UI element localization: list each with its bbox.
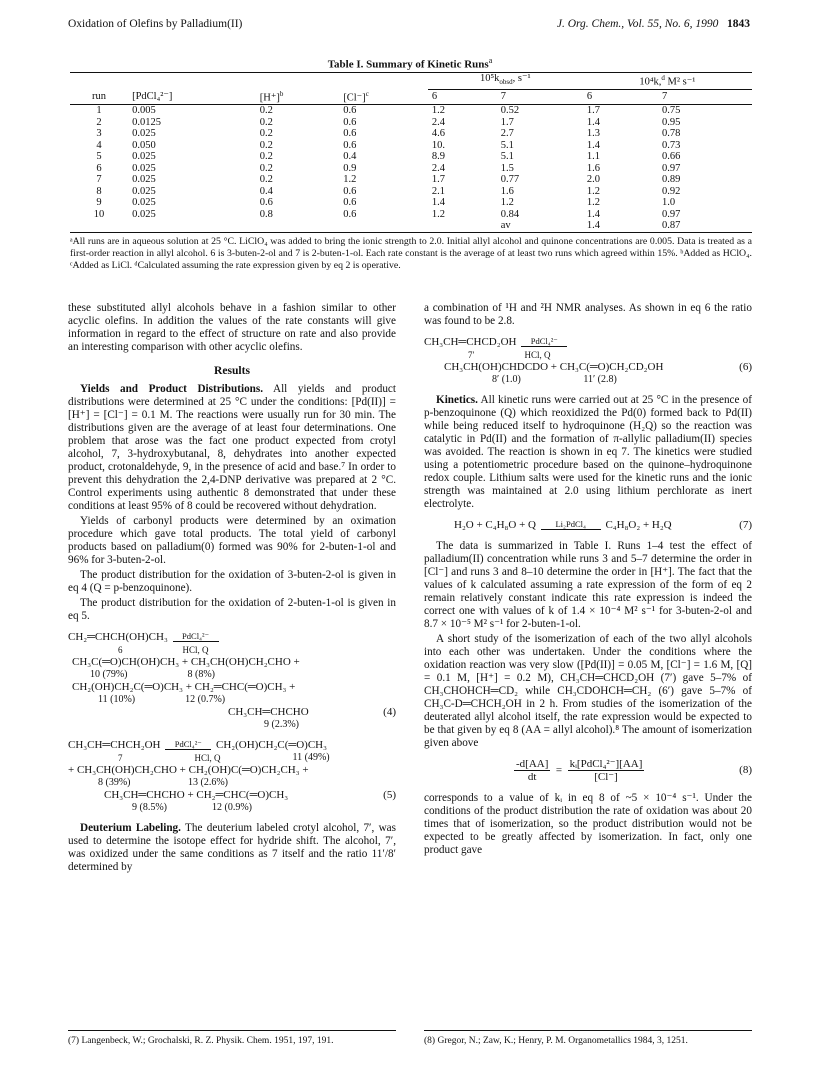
- table-row: 6 0.025 0.2 0.9 2.4 1.5 1.6 0.97: [96, 162, 681, 174]
- table-row: 4 0.050 0.2 0.6 10. 5.1 1.4 0.73: [96, 139, 681, 151]
- table-row: 10 0.025 0.8 0.6 1.2 0.84 1.4 0.97: [93, 208, 681, 220]
- table-row: 1 0.005 0.2 0.6 1.2 0.52 1.7 0.75: [96, 105, 681, 117]
- table-row: 8 0.025 0.4 0.6 2.1 1.6 1.2 0.92: [96, 185, 681, 197]
- reaction-arrow: PdCl₄²⁻: [173, 632, 219, 642]
- col-kobsd-6: 6: [428, 89, 497, 105]
- footnote-7: (7) Langenbeck, W.; Grochalski, R. Z. Physik. Chem. 1951, 197, 191.: [68, 1036, 334, 1046]
- yields-paragraph: Yields and Product Distributions. All yields and product distributions were determined at 25 °C under the conditions: [Pd(II)] = [H⁺] = [Cl⁻] = 0.1 M. The reactions were usually run for 30 min. The distributions given are the average of at least four determinations. One problem that arose was the fact one product expected from crotyl alcohol, 7, 3-hydroxybutanal, 8, dehydrates into another expected product, crotonaldehyde, 9, in the presence of acid and base.⁷ In order to prevent this dehydration the 2,4-DNP derivative was prepared at 2 °C. Control experiments using authentic 8 demonstrated that under these conditions at least 95% of 8 could be recovered without dehydration.: [68, 383, 396, 512]
- carbonyl-paragraph: Yields of carbonyl products were determined by an oximation procedure which gave total products. The total yield of carbonyl products based on palladium(0) formed was 90% for 2-buten-1-ol and 96% for 3-buten-2-ol.: [68, 515, 396, 566]
- equation-7: H₂O + C₄H₈O + Q Li₂PdCl₄ C₄H₈O₂ + H₂Q (7): [454, 519, 752, 531]
- end-paragraph: corresponds to a value of kᵢ in eq 8 of ~5 × 10⁻⁴ s⁻¹. Under the conditions of the product distribution the rate of oxidation was about 20 times that of isomerization, so the product distribution would not be expected to be greatly affected by isomerization. In fact, only one product gave: [424, 791, 752, 856]
- footnote-rule-right: [424, 1030, 752, 1031]
- continued-paragraph: a combination of ¹H and ²H NMR analyses. As shown in eq 6 the ratio was found to be 2.8.: [424, 302, 752, 327]
- reaction-arrow: PdCl₄²⁻: [521, 337, 567, 347]
- equation-8: $\frac{-d[AA]}{dt}$ = $\frac{\text{kᵢ[PdCl₄²⁻][AA]}}{[Cl^-]}$ (8): [516, 757, 752, 783]
- page-number: 1843: [727, 18, 750, 30]
- section-heading-results: Results: [213, 364, 251, 377]
- footnote-rule-left: [68, 1030, 396, 1031]
- intro-paragraph: these substituted allyl alcohols behave in a fashion similar to other acyclic olefins. In addition the values of the rate constants will give information in regard to the effect of structure on rate and also provide an interesting comparison with other acyclic olefins.: [68, 302, 396, 353]
- distribution-7-paragraph: The product distribution for the oxidation of 2-buten-1-ol is given in eq 5.: [68, 597, 396, 622]
- kinetics-paragraph: Kinetics. All kinetic runs were carried out at 25 °C in the presence of p-benzoquinone (Q) which reoxidized the Pd(0) formed back to Pd(II) while being reduced itself to hydroquinone (H₂Q) so the reaction was catalytic in Pd(II) and the formation of π-allylic palladium(II) species was avoided. The reaction is shown in eq 7. The kinetics were studied using a potentiometric procedure based on the quinone–hydroquinone redox couple. Lithium salts were used for the kinetic runs and the ionic strength was maintained at 2.0 using lithium perchlorate as inert electrolyte.: [424, 394, 752, 510]
- running-header-title: Oxidation of Olefins by Palladium(II): [68, 18, 243, 30]
- col-run: run: [70, 89, 128, 105]
- isomerization-paragraph: A short study of the isomerization of each of the two allyl alcohols into each other was undertaken. Under the conditions where the oxidation reaction was very slow ([Pd(II)] = 0.05 M, [Cl⁻] = 1.6 M, [Q] = 0.1 M, [H⁺] = 0.2 M), CH₃CH═CHCD₂OH (7′) gave 5–7% of CH₃CHOHCH═CD₂ while CH₃CDOHCH═CH₂ (6′) gave 5–7% of CH₃C-D═CHCH₂OH in 2 h. From studies of the isomerization of the deuterated allyl alcohol itself, the rate expression would be expected to be that given by eq 8 (AA = allyl alcohol).⁸ The amount of isomerization given above: [424, 632, 752, 749]
- equation-4: CH₂═CHCH(OH)CH₃ PdCl₄²⁻ 6 HCl, Q CH₃C(═O)CH(OH)CH₃ + CH₃CH(OH)CH₂CHO + 10 (79%) 8 (8%) CH₂(OH)CH₂C(═O)CH₃ + CH₂═CHC(═O)CH₃ + 11 (10%) 12 (0.7%) CH₃CH═CHCHO (4) 9 (2.3%): [68, 631, 396, 730]
- reaction-arrow: Li₂PdCl₄: [541, 520, 601, 530]
- left-column: [68, 302, 396, 876]
- table-row: 7 0.025 0.2 1.2 1.7 0.77 2.0 0.89: [96, 174, 681, 186]
- col-cl: $[Cl^-]^c$: [339, 89, 428, 105]
- running-header-journal: [557, 18, 750, 30]
- table-row: 3 0.025 0.2 0.6 4.6 2.7 1.3 0.78: [96, 128, 681, 140]
- col-k-6: 6: [583, 89, 658, 105]
- table-row: 9 0.025 0.6 0.6 1.4 1.2 1.2 1.0: [96, 197, 676, 209]
- table-row-average: av 1.4 0.87: [70, 220, 752, 232]
- data-paragraph: The data is summarized in Table I. Runs 1–4 test the effect of palladium(II) concentration while runs 3 and 5–7 determine the order in [Cl⁻] and runs 3 and 8–10 determine the order in [H⁺]. The fact that the values of k calculated assuming a rate expression of the form of eq 2 remain relatively constant indicate this rate expression is indeed the correct one with values of k of 1.4 × 10⁻⁴ M² s⁻¹ for 3-buten-2-ol and 8.7 × 10⁻⁵ M² s⁻¹ for 2-buten-1-ol.: [424, 539, 752, 630]
- equation-6: CH₃CH═CHCD₂OH PdCl₄²⁻ 7′ HCl, Q CH₃CH(OH)CHDCDO + CH₃C(═O)CH₂CD₂OH (6) 8′ (1.0) 11′ (2.8): [424, 336, 752, 385]
- equation-5: CH₃CH═CHCH₂OH PdCl₄²⁻ CH₂(OH)CH₂C(═O)CH₃ 7 HCl, Q 11 (49%) + CH₃CH(OH)CH₂CHO + CH₂(OH)C(═O)CH₂CH₃ + 8 (39%) 13 (2.6%) CH₃CH═CHCHO + CH₂═CHC(═O)CH₃ (5) 9 (8.5%) 12 (0.9%): [68, 739, 396, 813]
- table-row: 5 0.025 0.2 0.4 8.9 5.1 1.1 0.66: [96, 151, 681, 163]
- reaction-arrow: PdCl₄²⁻: [165, 740, 211, 750]
- table-body: [70, 105, 752, 233]
- header-k: 10⁴k,$^d$ M² s⁻¹: [583, 73, 752, 90]
- journal-citation: J. Org. Chem., Vol. 55, No. 6, 1990: [556, 18, 719, 30]
- header-kobsd: $10^5k_{obsd}$, s⁻¹: [428, 73, 583, 90]
- col-kobsd-7: 7: [497, 89, 583, 105]
- table-title: Table I. Summary of Kinetic Runs$^a$: [327, 56, 493, 71]
- right-column: [424, 302, 752, 859]
- kinetic-runs-table: [70, 72, 752, 233]
- col-h: $[H^+]^b$: [256, 89, 339, 105]
- table-footnote: ᵃAll runs are in aqueous solution at 25 °C. LiClO₄ was added to bring the ionic strength to 2.0. Initial allyl alcohol and quinone concentrations are 0.005. Data is treated as a first-order reaction in allyl alcohol. 6 is 3-buten-2-ol and 7 is 2-buten-1-ol. Each rate constant is the average of at least two runs which agreed within 15%. ᵇAdded as HClO₄. ᶜAdded as LiCl. ᵈCalculated assuming the rate expression given by eq 2 is operative.: [70, 236, 752, 271]
- col-k-7: 7: [658, 89, 752, 105]
- table-row: 2 0.0125 0.2 0.6 2.4 1.7 1.4 0.95: [96, 116, 681, 128]
- footnote-8: (8) Gregor, N.; Zaw, K.; Henry, P. M. Organometallics 1984, 3, 1251.: [424, 1036, 688, 1046]
- col-pdcl4: [PdCl₄²⁻]: [128, 89, 256, 105]
- deuterium-paragraph: Deuterium Labeling. The deuterium labeled crotyl alcohol, 7′, was used to determine the isotope effect for hydride shift. The alcohol, 7′, was oxidized under the same conditions as 7 itself and the ratio 11′/8′ determined by: [68, 822, 396, 873]
- distribution-6-paragraph: The product distribution for the oxidation of 3-buten-2-ol is given in eq 4 (Q = p-benzoquinone).: [68, 569, 396, 594]
